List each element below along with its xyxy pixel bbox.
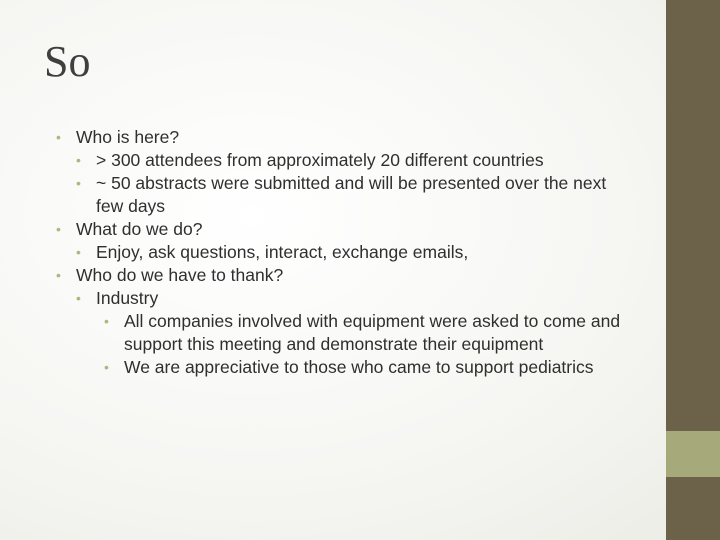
bullet-text: What do we do?	[76, 219, 203, 239]
bullet-item-level-1	[56, 218, 656, 241]
bullet-list	[0, 126, 660, 379]
sidebar-band-bottom	[666, 477, 720, 540]
bullet-text: > 300 attendees from approximately 20 different countries	[96, 150, 544, 170]
bullet-text: Who is here?	[76, 127, 180, 147]
bullet-dot-icon: •	[76, 290, 81, 306]
bullet-text: ~ 50 abstracts were submitted and will be presented over the next few days	[96, 173, 607, 216]
bullet-text: Industry	[96, 288, 159, 308]
bullet-text: Enjoy, ask questions, interact, exchange emails,	[96, 242, 469, 262]
bullet-text: Who do we have to thank?	[76, 265, 284, 285]
bullet-dot-icon: •	[76, 152, 81, 168]
bullet-dot-icon: •	[56, 221, 61, 237]
bullet-dot-icon: •	[56, 267, 61, 283]
decorative-sidebar	[666, 0, 720, 540]
bullet-dot-icon: •	[76, 175, 81, 191]
bullet-item-level-3	[104, 356, 624, 379]
bullet-dot-icon: •	[104, 359, 109, 375]
bullet-dot-icon: •	[104, 313, 109, 329]
sidebar-band-accent	[666, 431, 720, 477]
bullet-item-level-2	[76, 241, 636, 264]
slide-title: So	[44, 37, 91, 86]
sidebar-band-top	[666, 0, 720, 431]
bullet-item-level-3	[104, 310, 624, 356]
bullet-dot-icon: •	[56, 129, 61, 145]
bullet-item-level-2	[76, 149, 636, 172]
bullet-item-level-2	[76, 287, 636, 310]
bullet-dot-icon: •	[76, 244, 81, 260]
bullet-item-level-2	[76, 172, 636, 218]
bullet-item-level-1	[56, 126, 656, 149]
bullet-item-level-1	[56, 264, 656, 287]
bullet-text: We are appreciative to those who came to support pediatrics	[124, 357, 594, 377]
bullet-text: All companies involved with equipment were asked to come and support this meeting and demonstrate their equipment	[124, 311, 621, 354]
